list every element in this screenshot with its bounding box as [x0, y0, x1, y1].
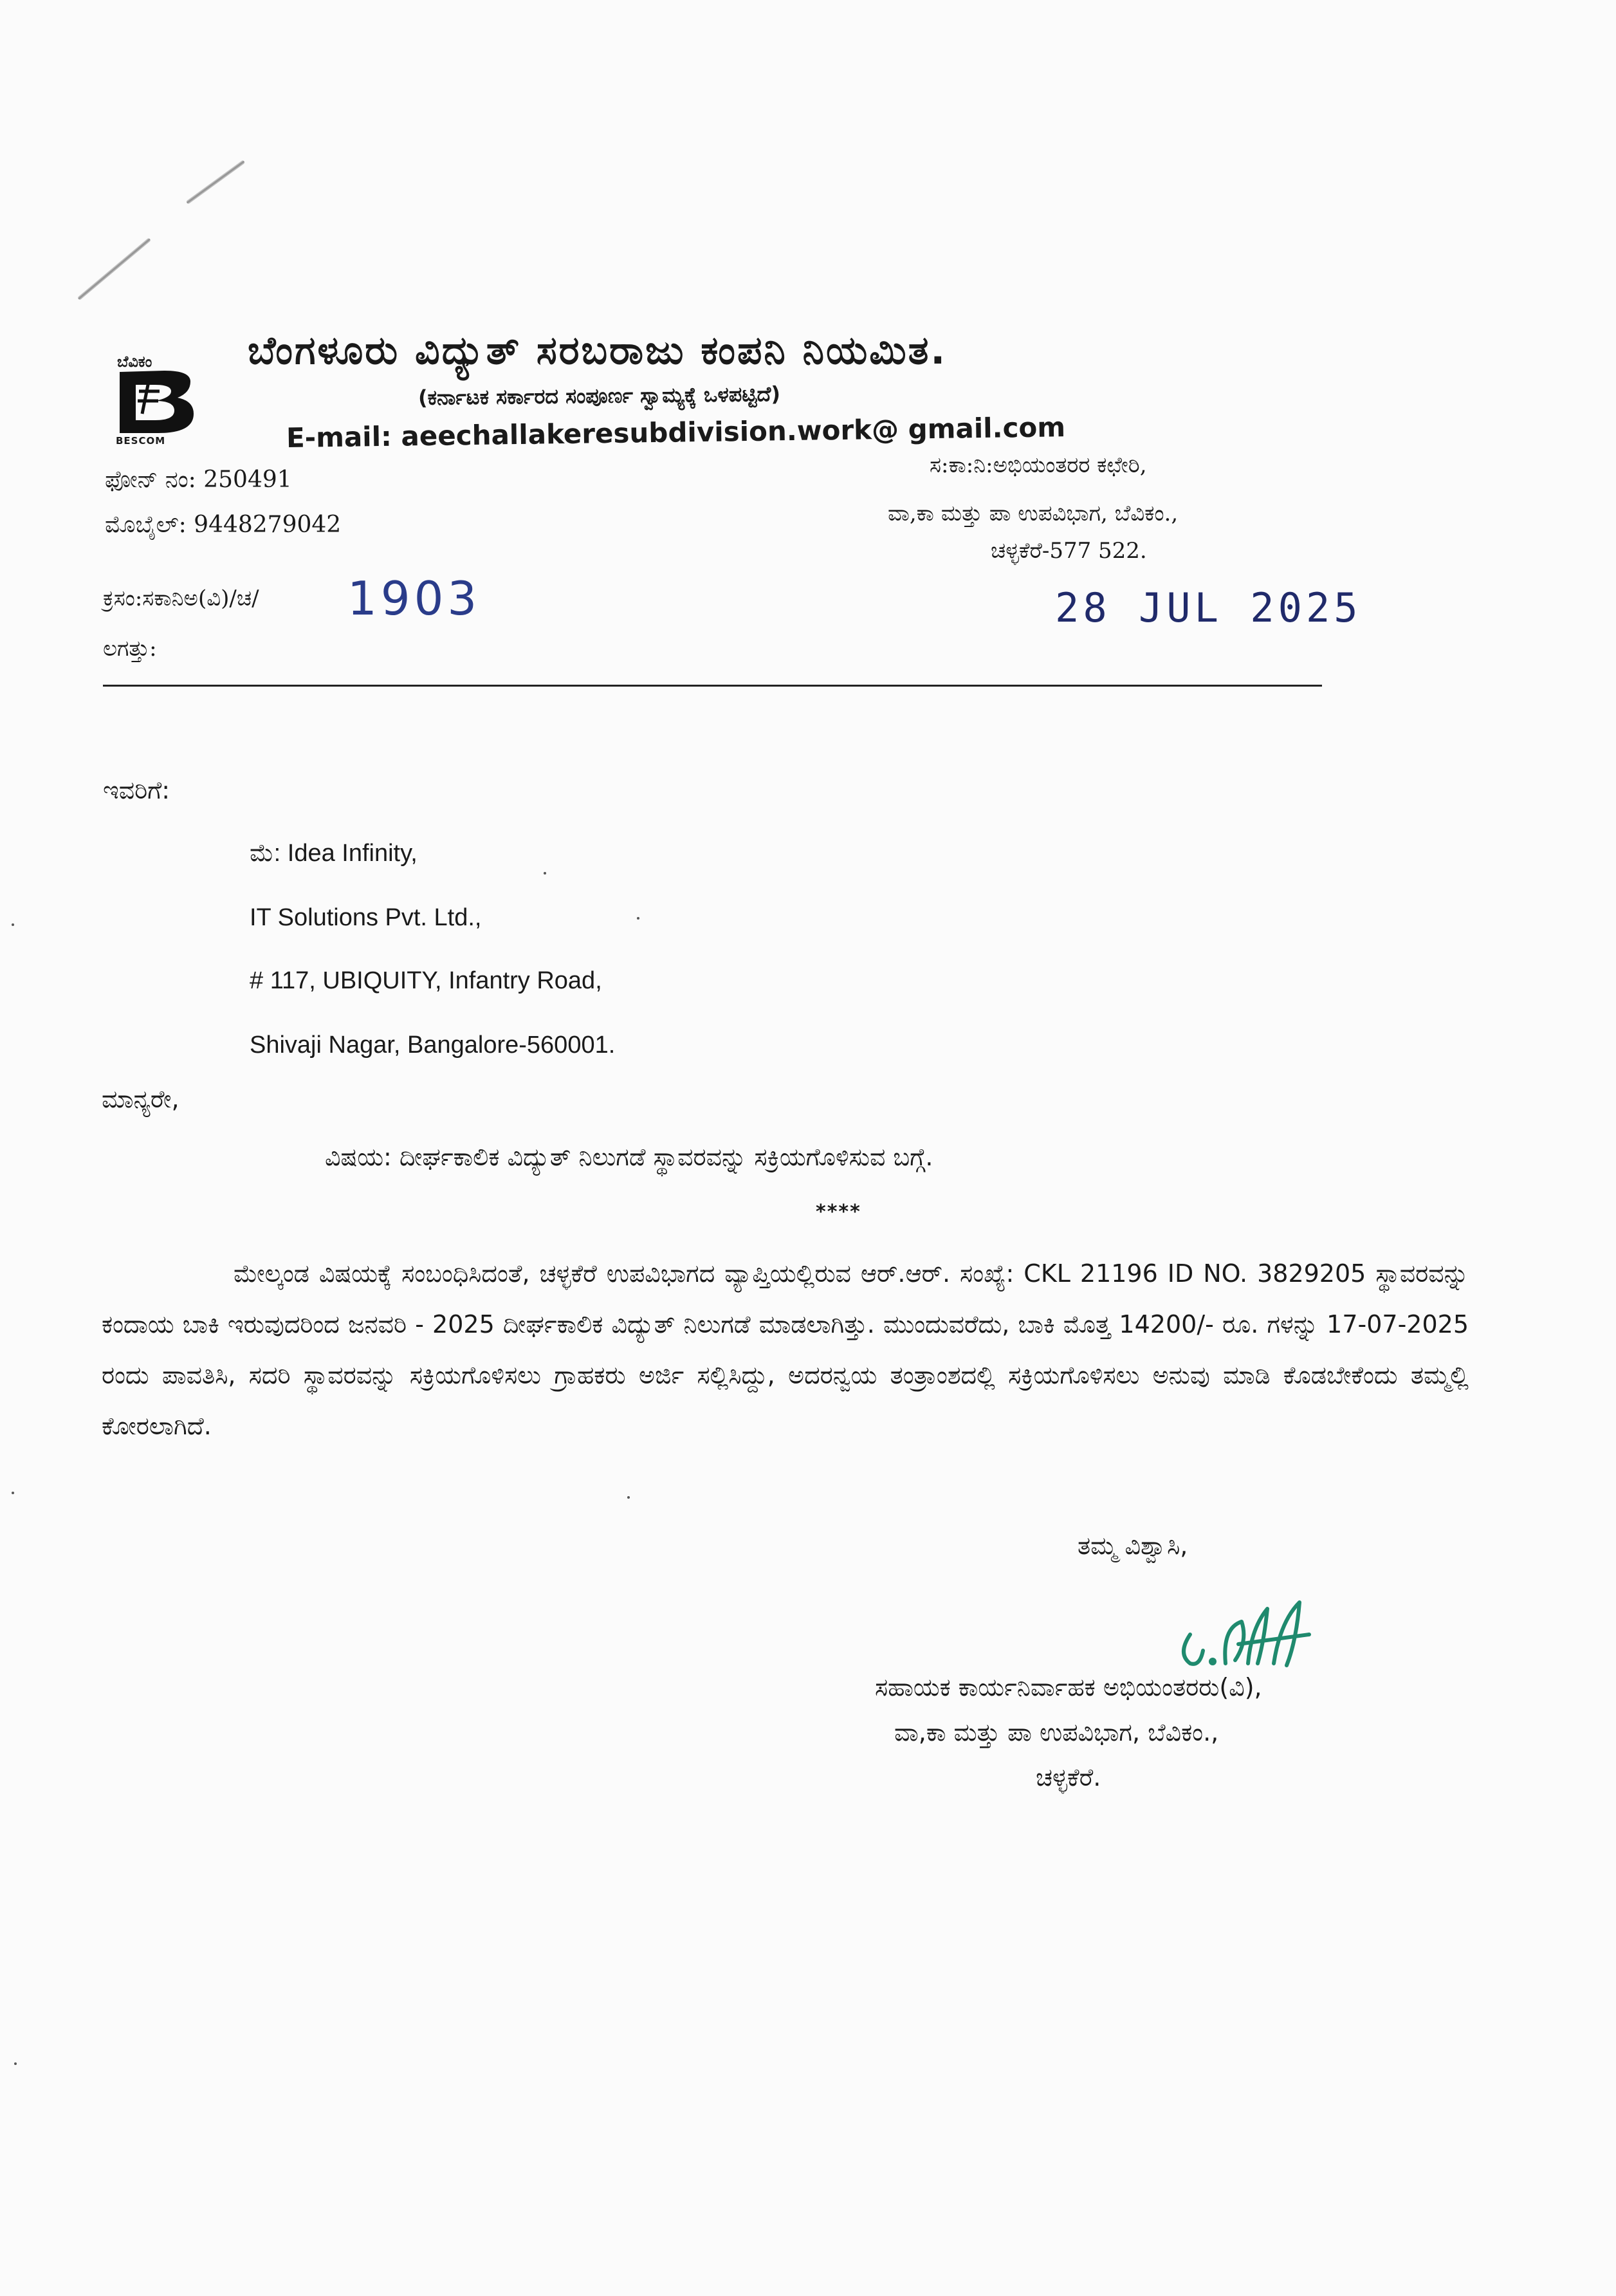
office-line-2: ವಾ,ಕಾ ಮತ್ತು ಪಾ ಉಪವಿಭಾಗ, ಬೆವಿಕಂ., [888, 501, 1179, 526]
recipient-line-3: # 117, UBIQUITY, Infantry Road, [250, 967, 602, 994]
header-divider [103, 685, 1322, 687]
enclosure-label: ಲಗತ್ತು: [103, 636, 157, 662]
office-line-1: ಸ:ಕಾ:ನಿ:ಅಭಿಯಂತರರ ಕಛೇರಿ, [930, 452, 1147, 478]
designation-line-2: ವಾ,ಕಾ ಮತ್ತು ಪಾ ಉಪವಿಭಾಗ, ಬೆವಿಕಂ., [894, 1718, 1219, 1746]
scan-speck [544, 872, 546, 875]
salutation: ಮಾನ್ಯರೇ, [102, 1085, 179, 1113]
company-name: ಬೆಂಗಳೂರು ವಿದ್ಯುತ್ ಸರಬರಾಜು ಕಂಪನಿ ನಿಯಮಿತ. [248, 328, 948, 373]
designation-line-3: ಚಳ್ಳಕೆರೆ. [1036, 1763, 1101, 1791]
subject-line: ವಿಷಯ: ದೀರ್ಘಕಾಲಿಕ ವಿದ್ಯುತ್ ನಿಲುಗಡೆ ಸ್ಥಾವರವನ್ನು ಸಕ್ರಿಯಗೊಳಿಸುವ ಬಗ್ಗೆ. [325, 1143, 933, 1171]
scan-speck [12, 923, 14, 926]
mobile-number: ಮೊಬೈಲ್: 9448279042 [105, 512, 342, 538]
govt-ownership-note: (ಕರ್ನಾಟಕ ಸರ್ಕಾರದ ಸಂಪೂರ್ಣ ಸ್ವಾಮ್ಯಕ್ಕೆ ಒಳಪಟ್ಟಿದೆ) [418, 382, 781, 410]
scan-speck [637, 917, 639, 920]
staple-pin [77, 237, 151, 301]
recipient-line-2: IT Solutions Pvt. Ltd., [250, 904, 482, 931]
logo-text-kn: ಬೆವಿಕಂ [117, 353, 152, 371]
scan-speck [14, 2062, 17, 2065]
email-line: E-mail: aeechallakeresubdivision.work@ gmail.com [286, 411, 1066, 454]
reference-number-handwritten: 1903 [347, 571, 481, 625]
signature [1171, 1589, 1332, 1686]
reference-number-label: ಕ್ರಸಂ:ಸಕಾನಿಅ(ವಿ)/ಚ/ [103, 586, 259, 611]
logo-text-en: BESCOM [116, 435, 166, 447]
recipient-line-4: Shivaji Nagar, Bangalore-560001. [250, 1032, 616, 1059]
to-label: ಇವರಿಗೆ: [103, 776, 170, 804]
phone-number: ಫೋನ್ ನಂ: 250491 [105, 467, 292, 493]
letter-body [102, 1248, 1469, 1452]
yours-faithfully: ತಮ್ಮ ವಿಶ್ವಾಸಿ, [1078, 1532, 1188, 1560]
separator-stars: **** [816, 1201, 861, 1223]
scan-speck [12, 1492, 14, 1494]
date-stamp: 28 JUL 2025 [1055, 584, 1362, 631]
designation-line-1: ಸಹಾಯಕ ಕಾರ್ಯನಿರ್ವಾಹಕ ಅಭಿಯಂತರರು(ವಿ), [875, 1673, 1262, 1701]
body-paragraph: ಮೇಲ್ಕಂಡ ವಿಷಯಕ್ಕೆ ಸಂಬಂಧಿಸಿದಂತೆ, ಚಳ್ಳಕೆರೆ ಉಪವಿಭಾಗದ ವ್ಯಾಪ್ತಿಯಲ್ಲಿರುವ ಆರ್.ಆರ್. ಸಂಖ್ಯೆ: CKL 21196 ID NO. 3829205 ಸ್ಥಾವರವನ್ನು ಕಂದಾಯ ಬಾಕಿ ಇರುವುದರಿಂದ ಜನವರಿ - 2025 ದೀರ್ಘಕಾಲಿಕ ವಿದ್ಯುತ್ ನಿಲುಗಡೆ ಮಾಡಲಾಗಿತ್ತು. ಮುಂದುವರೆದು, ಬಾಕಿ ಮೊತ್ತ 14200/- ರೂ. ಗಳನ್ನು 17-07-2025 ರಂದು ಪಾವತಿಸಿ, ಸದರಿ ಸ್ಥಾವರವನ್ನು ಸಕ್ರಿಯಗೊಳಿಸಲು ಗ್ರಾಹಕರು ಅರ್ಜಿ ಸಲ್ಲಿಸಿದ್ದು, ಅದರನ್ವಯ ತಂತ್ರಾಂಶದಲ್ಲಿ ಸಕ್ರಿಯಗೊಳಿಸಲು ಅನುವು ಮಾಡಿ ಕೊಡಬೇಕೆಂದು ತಮ್ಮಲ್ಲಿ ಕೋರಲಾಗಿದೆ. [102, 1259, 1469, 1440]
office-line-3: ಚಳ್ಳಕೆರೆ-577 522. [991, 538, 1147, 564]
recipient-line-1: ಮೆ: Idea Infinity, [250, 840, 418, 867]
scan-speck [627, 1496, 630, 1499]
staple-pin [186, 160, 246, 205]
